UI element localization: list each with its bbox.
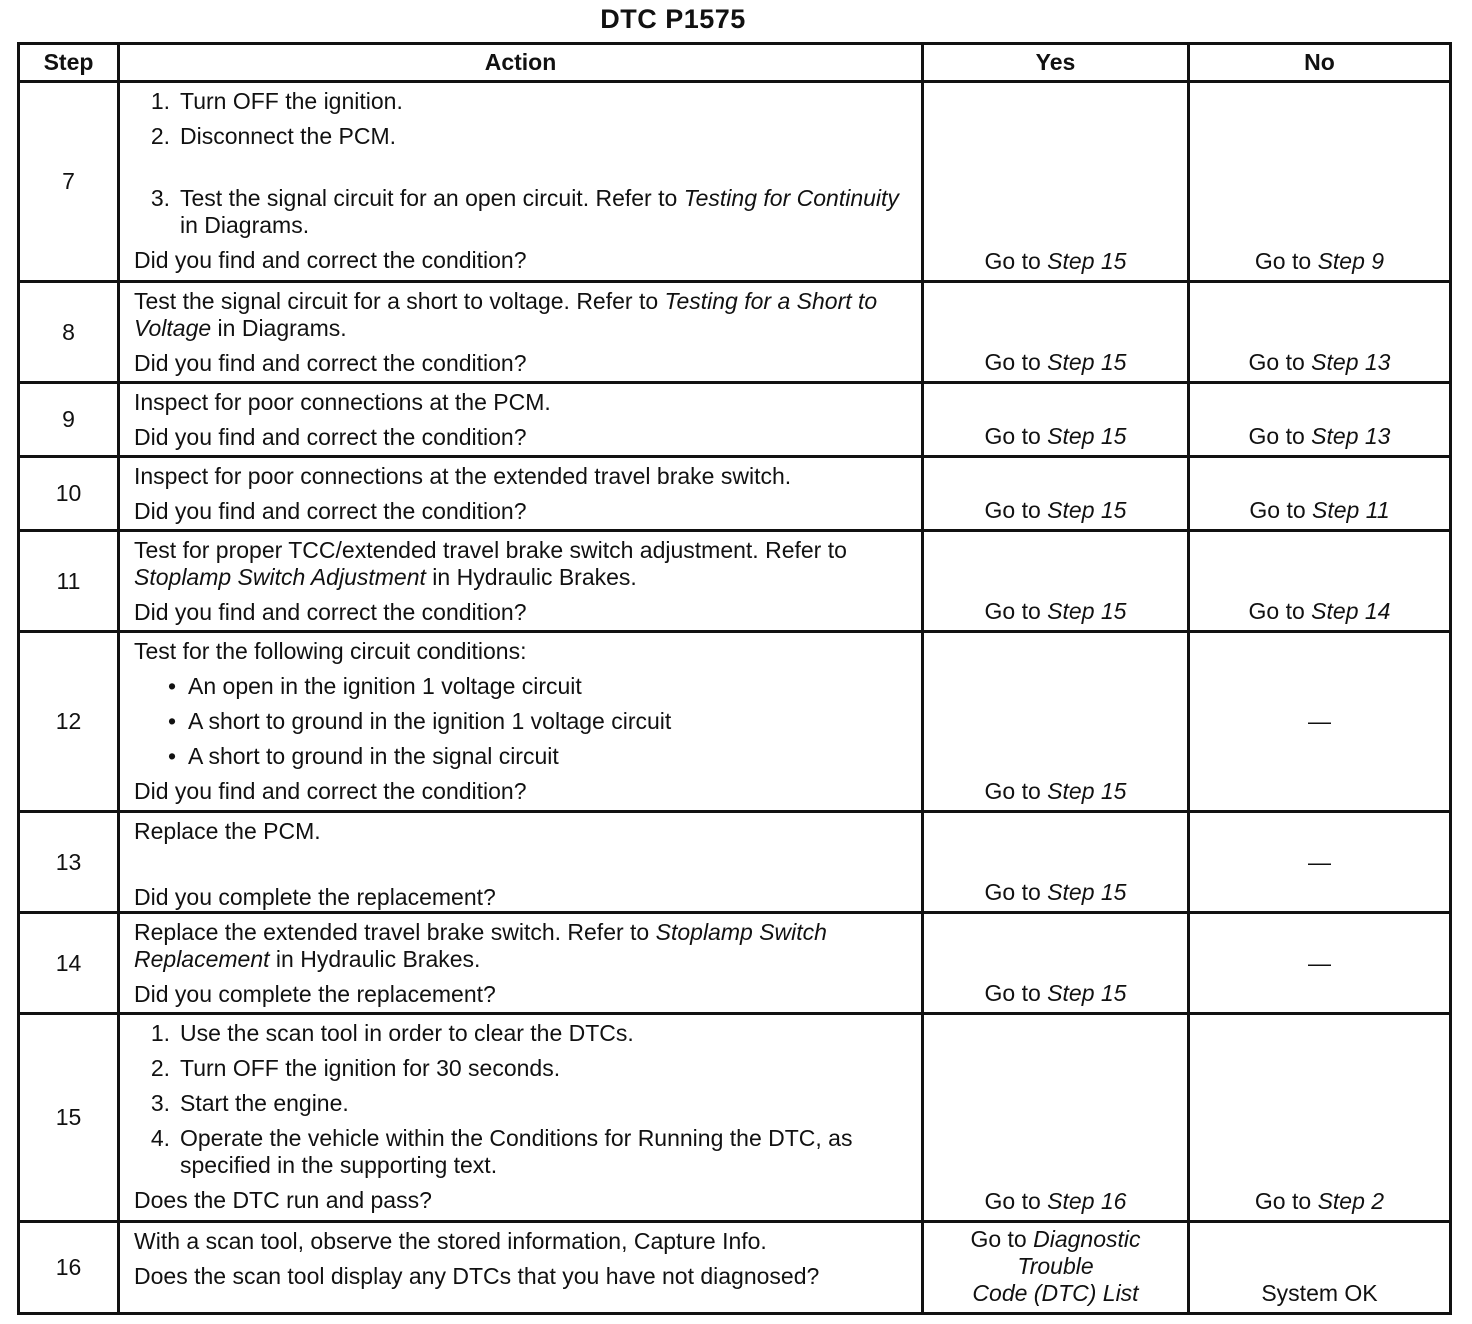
action-item: Operate the vehicle within the Conditions for Running the DTC, as specified in the supporting text. (180, 1125, 853, 1178)
action-item: Test the signal circuit for an open circuit. Refer to Testing for Continuity in Diagrams. (180, 185, 899, 238)
no-cell: — (1189, 632, 1451, 812)
no-cell: System OK (1189, 1222, 1451, 1314)
action-text: Inspect for poor connections at the PCM. (134, 389, 551, 415)
step-number: 13 (19, 812, 119, 913)
table-row (19, 1014, 1451, 1222)
page-title: DTC P1575 (600, 4, 746, 34)
step-number: 8 (19, 282, 119, 383)
action-cell (119, 913, 923, 1014)
action-text: Test for proper TCC/extended travel brake switch adjustment. Refer to Stoplamp Switch Adjustment in Hydraulic Brakes. (134, 537, 847, 590)
action-question: Did you find and correct the condition? (134, 424, 527, 450)
action-question: Does the scan tool display any DTCs that you have not diagnosed? (134, 1263, 820, 1289)
action-text: Inspect for poor connections at the extended travel brake switch. (134, 463, 792, 489)
table-row (19, 1222, 1451, 1314)
action-text: Test for the following circuit conditions: (134, 638, 527, 664)
action-question: Did you find and correct the condition? (134, 599, 527, 625)
yes-cell: Go to Step 15 (923, 812, 1189, 913)
action-question: Did you find and correct the condition? (134, 247, 527, 273)
step-number: 14 (19, 913, 119, 1014)
table-row (19, 457, 1451, 531)
action-item: Use the scan tool in order to clear the DTCs. (180, 1020, 634, 1046)
yes-cell: Go to Step 15 (923, 632, 1189, 812)
header-no: No (1189, 44, 1451, 82)
action-question: Does the DTC run and pass? (134, 1187, 432, 1213)
action-item: Turn OFF the ignition. (180, 88, 403, 114)
no-cell: Go to Step 13 (1189, 383, 1451, 457)
bullet-item: A short to ground in the ignition 1 voltage circuit (188, 708, 672, 734)
no-cell: Go to Step 2 (1189, 1014, 1451, 1222)
action-item: Start the engine. (180, 1090, 349, 1116)
action-question: Did you complete the replacement? (134, 981, 496, 1007)
yes-cell: Go to Step 15 (923, 913, 1189, 1014)
step-number: 9 (19, 383, 119, 457)
step-number: 15 (19, 1014, 119, 1222)
no-cell: — (1189, 812, 1451, 913)
header-action: Action (119, 44, 923, 82)
action-question: Did you find and correct the condition? (134, 498, 527, 524)
table-header-row (19, 44, 1451, 82)
action-cell (119, 812, 923, 913)
no-cell: — (1189, 913, 1451, 1014)
action-item: Disconnect the PCM. (180, 123, 397, 149)
table-row (19, 632, 1451, 812)
yes-cell: Go to Step 15 (923, 282, 1189, 383)
yes-cell: Go to Step 15 (923, 531, 1189, 632)
yes-cell: Go to Step 15 (923, 383, 1189, 457)
step-number: 16 (19, 1222, 119, 1314)
table-row (19, 383, 1451, 457)
bullet-item: A short to ground in the signal circuit (188, 743, 559, 769)
action-cell (119, 457, 923, 531)
header-yes: Yes (923, 44, 1189, 82)
step-number: 7 (19, 82, 119, 282)
action-cell (119, 282, 923, 383)
table-row (19, 913, 1451, 1014)
action-text: Replace the PCM. (134, 818, 321, 844)
no-cell: Go to Step 9 (1189, 82, 1451, 282)
yes-cell: Go to Step 15 (923, 457, 1189, 531)
step-number: 10 (19, 457, 119, 531)
no-cell: Go to Step 13 (1189, 282, 1451, 383)
bullet-item: An open in the ignition 1 voltage circuit (188, 673, 582, 699)
action-text: Test the signal circuit for a short to voltage. Refer to Testing for a Short to Voltage in Diagrams. (134, 288, 878, 341)
header-step: Step (19, 44, 119, 82)
action-cell (119, 383, 923, 457)
step-number: 11 (19, 531, 119, 632)
action-text: With a scan tool, observe the stored information, Capture Info. (134, 1228, 767, 1254)
action-cell: Test for the following circuit conditions: • An open in the ignition 1 voltage circuit • A short to ground in the ignition 1 voltage circuit • A short to ground in the signal circuit Did you find and correct the condition? (119, 632, 923, 812)
yes-cell: Go to Diagnostic Trouble Code (DTC) List (923, 1222, 1189, 1314)
table-row (19, 82, 1451, 282)
yes-cell: Go to Step 16 (923, 1014, 1189, 1222)
action-text: Replace the extended travel brake switch. Refer to Stoplamp Switch Replacement in Hydraulic Brakes. (134, 919, 827, 972)
action-cell (119, 531, 923, 632)
no-cell: Go to Step 14 (1189, 531, 1451, 632)
no-cell: Go to Step 11 (1189, 457, 1451, 531)
action-cell: 1. Turn OFF the ignition. 2. Disconnect the PCM. 3. Test the signal circuit for an open circuit. Refer to Testing for Continuity in Diagrams. Did you find and correct the condition? (119, 82, 923, 282)
step-number: 12 (19, 632, 119, 812)
table-row (19, 282, 1451, 383)
table-row (19, 812, 1451, 913)
table-row (19, 531, 1451, 632)
action-question: Did you complete the replacement? (134, 884, 496, 910)
action-item: Turn OFF the ignition for 30 seconds. (180, 1055, 561, 1081)
action-question: Did you find and correct the condition? (134, 350, 527, 376)
action-question: Did you find and correct the condition? (134, 778, 527, 804)
action-cell (119, 1222, 923, 1314)
action-cell: 1. Use the scan tool in order to clear the DTCs. 2. Turn OFF the ignition for 30 seconds. 3. Start the engine. 4. Operate the vehicle within the Conditions for Running the DTC, as specified in the supporting text. Does the DTC run and pass? (119, 1014, 923, 1222)
diagnostic-table (17, 42, 1452, 1315)
yes-cell: Go to Step 15 (923, 82, 1189, 282)
